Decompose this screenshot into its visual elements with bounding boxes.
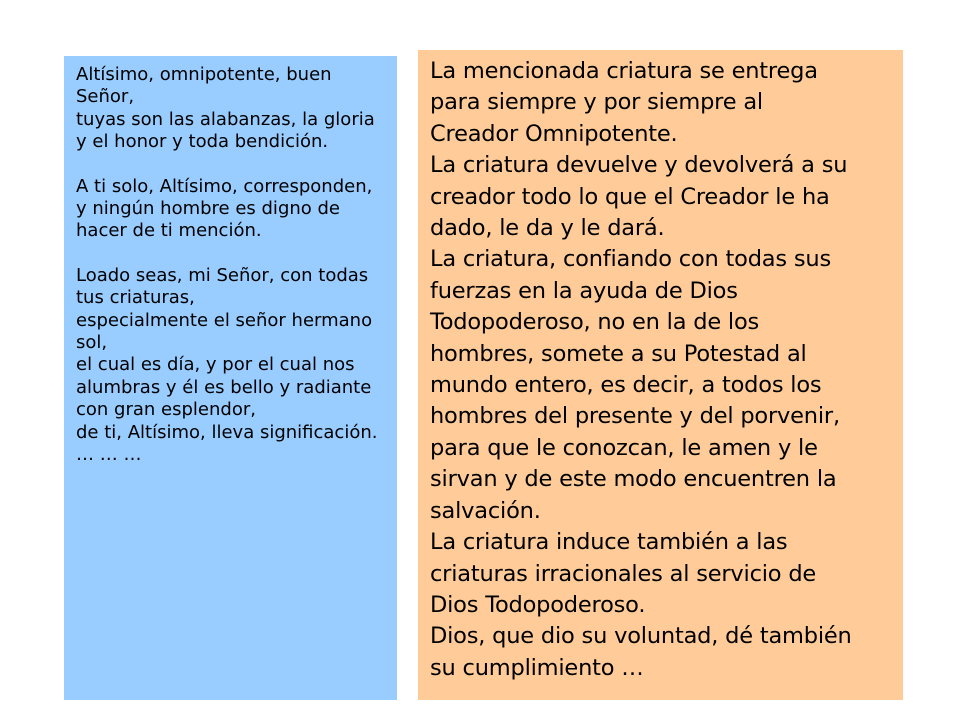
paragraph-line: La mencionada criatura se entrega — [430, 58, 818, 84]
paragraph-line: Dios Todopoderoso. — [430, 591, 646, 618]
paragraph-line: salvación. — [430, 497, 541, 524]
paragraph-3 — [430, 244, 895, 527]
paragraph-line: creador todo lo que el Creador le ha — [430, 183, 830, 210]
stanza-1 — [76, 64, 391, 154]
stanza-line: el cual es día, y por el cual nos alumbras y él es bello y radiante con gran esplendor, — [76, 354, 378, 421]
stanza-line: de ti, Altísimo, lleva significación. — [76, 421, 378, 443]
stanza-line: y ningún hombre es digno de hacer de ti mención. — [76, 198, 346, 242]
stanza-2 — [76, 176, 391, 243]
paragraph-line: para que le conozcan, le amen y le — [430, 434, 818, 461]
stanza-line: A ti solo, Altísimo, corresponden, — [76, 175, 373, 197]
paragraph-line: dado, le da y le dará. — [430, 215, 665, 242]
paragraph-1 — [430, 56, 895, 150]
canticle-text-box — [64, 56, 397, 700]
dedication-text-box — [418, 50, 903, 700]
stanza-line: tuyas son las alabanzas, la gloria y el honor y toda bendición. — [76, 108, 381, 153]
paragraph-line: criaturas irracionales al servicio de — [430, 560, 817, 587]
paragraph-line: Todopoderoso, no en la de los — [430, 309, 760, 336]
paragraph-line: Creador Omnipotente. — [430, 120, 678, 147]
stanza-line: … … … — [76, 444, 142, 466]
paragraph-line: La criatura, confiando con todas sus — [430, 246, 831, 273]
paragraph-line: hombres del presente y del porvenir, — [430, 403, 840, 430]
stanza-line: Altísimo, omnipotente, buen Señor, — [76, 64, 338, 108]
stanza-3 — [76, 265, 391, 467]
stanza-line: especialmente el señor hermano sol, — [76, 309, 378, 354]
stanza-line: Loado seas, mi Señor, con todas tus criaturas, — [76, 264, 374, 309]
paragraph-4 — [430, 527, 895, 621]
paragraph-line: La criatura devuelve y devolverá a su — [430, 152, 848, 179]
paragraph-line: fuerzas en la ayuda de Dios — [430, 277, 738, 304]
paragraph-line: La criatura induce también a las — [430, 529, 788, 556]
paragraph-5 — [430, 621, 895, 684]
paragraph-line: para siempre y por siempre al — [430, 89, 763, 116]
paragraph-line: hombres, somete a su Potestad al — [430, 340, 807, 367]
paragraph-line: sirvan y de este modo encuentren la — [430, 466, 837, 493]
paragraph-line: Dios, que dio su voluntad, dé también — [430, 623, 852, 650]
paragraph-line: mundo entero, es decir, a todos los — [430, 372, 822, 399]
paragraph-line: su cumplimiento … — [430, 654, 644, 681]
paragraph-2 — [430, 150, 895, 244]
